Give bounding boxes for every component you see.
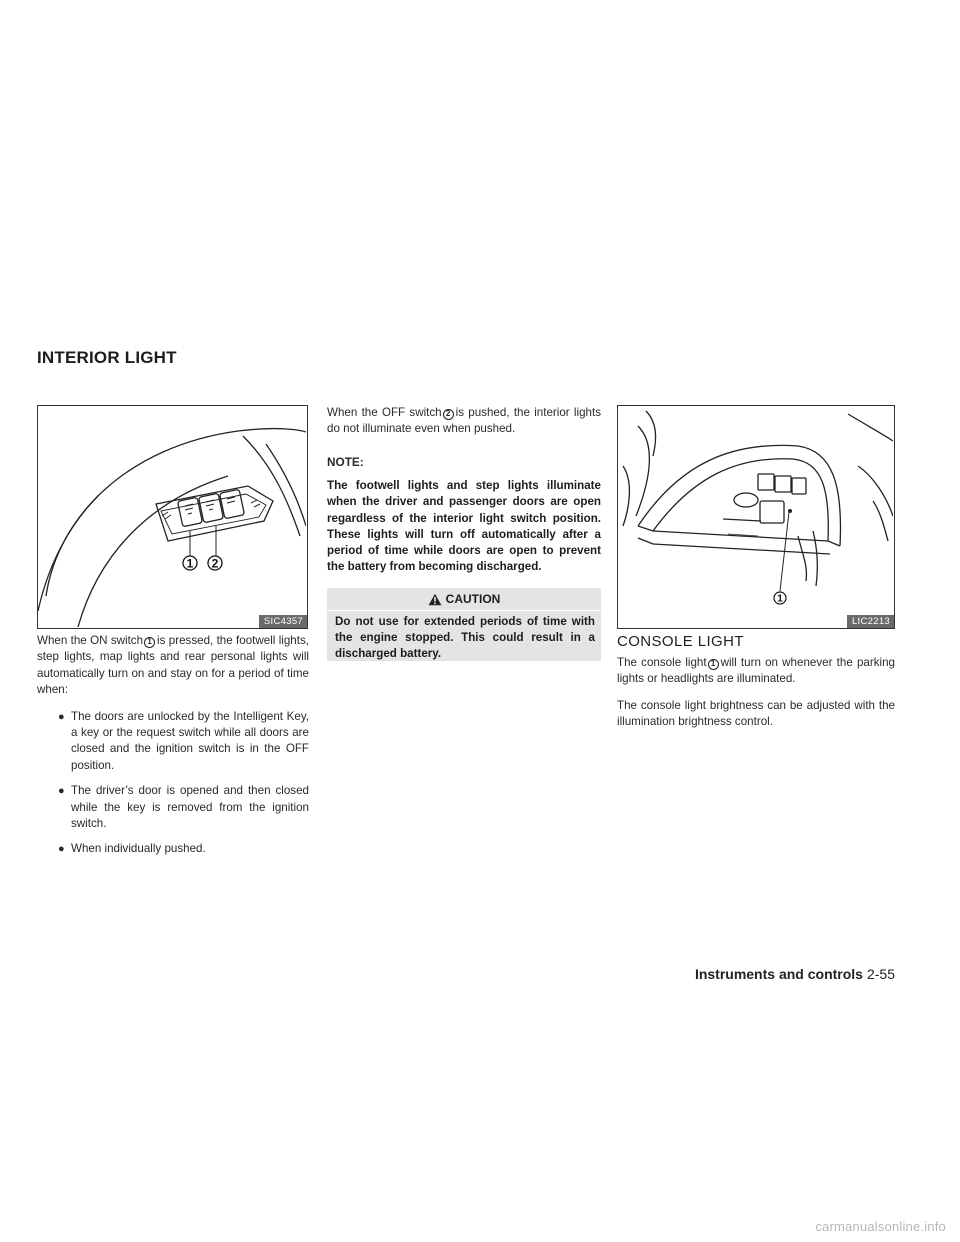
figure-console-light bbox=[617, 405, 895, 629]
console-illustration bbox=[618, 406, 893, 627]
on-switch-paragraph: When the ON switch 1 is pressed, the footwell lights, step lights, map lights and rear personal lights will automatically turn on and stay on for a period of time when: bbox=[37, 634, 309, 697]
page-footer bbox=[695, 966, 895, 982]
bullet-icon: ● bbox=[58, 785, 65, 798]
column-2 bbox=[327, 405, 601, 585]
list-item: ● The doors are unlocked by the Intelligent Key, a key or the request switch while all doors are closed and the ignition switch is in the OFF position. bbox=[58, 709, 309, 772]
figure1-callout-2: 2 bbox=[211, 556, 219, 571]
bullet-icon: ● bbox=[58, 710, 65, 723]
figure2-callout-1: 1 bbox=[777, 593, 783, 605]
figure1-callout-1: 1 bbox=[186, 556, 194, 571]
page-number: 2-55 bbox=[866, 966, 895, 982]
list-item: ● The driver’s door is opened and then closed while the key is removed from the ignition switch. bbox=[58, 784, 309, 831]
figure-interior-light-switch bbox=[37, 405, 308, 629]
caution-text: Do not use for extended periods of time with the engine stopped. This could result in a discharged battery. bbox=[335, 615, 595, 660]
caution-label: CAUTION bbox=[445, 592, 501, 606]
console-light-paragraph: The console light 1 will turn on whenever the parking lights or headlights are illuminated. bbox=[617, 656, 895, 686]
section-title: INTERIOR LIGHT bbox=[37, 348, 177, 367]
figure2-code: LIC2213 bbox=[847, 615, 894, 628]
column-3 bbox=[617, 655, 895, 741]
caution-header bbox=[327, 588, 601, 606]
console-light-title: CONSOLE LIGHT bbox=[617, 633, 744, 650]
footer-section: Instruments and controls bbox=[694, 966, 863, 982]
figure1-code: SIC4357 bbox=[259, 615, 307, 628]
bullet-icon: ● bbox=[58, 843, 65, 856]
caution-box bbox=[327, 588, 601, 661]
switch-illustration bbox=[38, 406, 306, 627]
column-1 bbox=[37, 633, 309, 867]
list-item: ● When individually pushed. bbox=[58, 841, 309, 857]
note-text: The footwell lights and step lights illuminate when the driver and passenger doors are open regardless of the interior light switch position. These lights will turn off automatically after a period of time while doors are open to prevent the battery from becoming discharged. bbox=[327, 479, 601, 574]
callout-1-ref: 1 bbox=[144, 637, 155, 648]
note-label: NOTE: bbox=[327, 454, 364, 469]
brightness-paragraph: The console light brightness can be adjusted with the illumination brightness control. bbox=[617, 698, 895, 729]
callout-1-ref: 1 bbox=[708, 659, 719, 670]
off-switch-paragraph: When the OFF switch 2 is pushed, the interior lights do not illuminate even when pushed. bbox=[327, 406, 601, 436]
conditions-list bbox=[37, 709, 309, 858]
warning-icon bbox=[428, 593, 442, 606]
watermark: carmanualsonline.info bbox=[815, 1219, 946, 1234]
callout-2-ref: 2 bbox=[443, 409, 454, 420]
